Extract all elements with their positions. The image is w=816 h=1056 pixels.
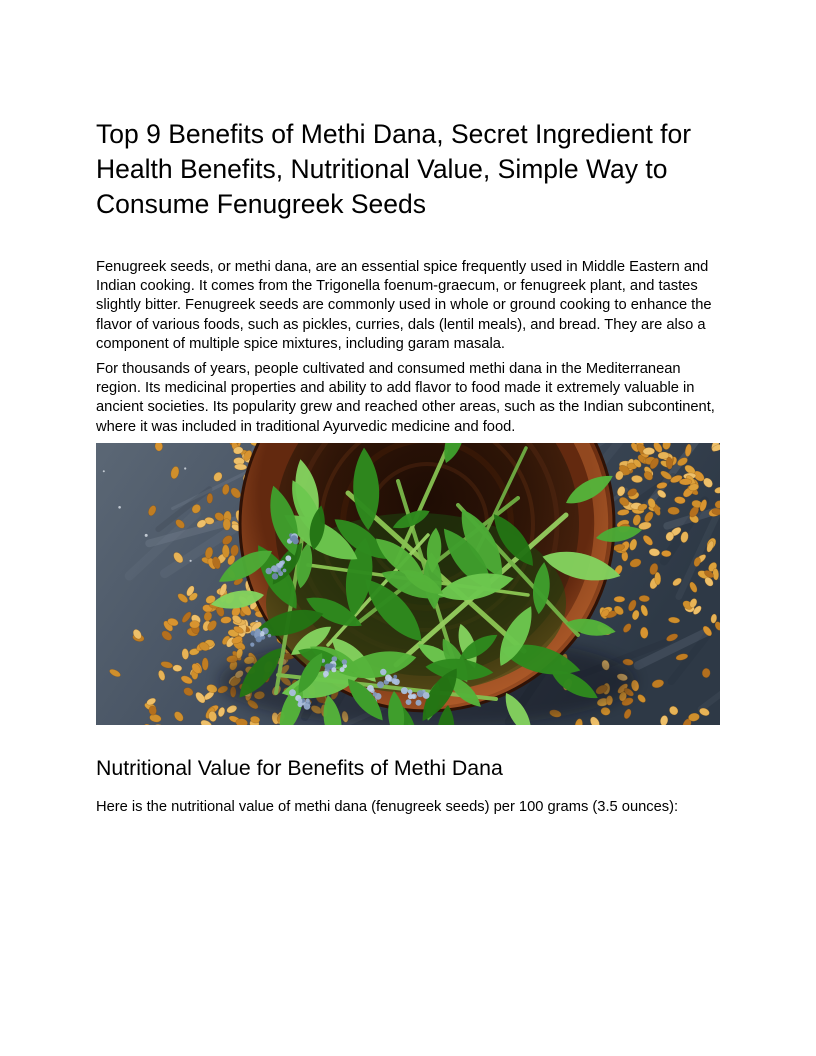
article-title: Top 9 Benefits of Methi Dana, Secret Ingredient for Health Benefits, Nutritional Value, Simple Way to Consume Fenugreek Seeds xyxy=(96,119,692,219)
intro-paragraph-2: For thousands of years, people cultivated and consumed methi dana in the Mediterranean region. Its medicinal properties and ability to add flavor to food made it extremely valuable in ancient societies. Its popularity grew and reached other areas, such as the Indian subcontinent, where it was included in traditional Ayurvedic medicine and food. xyxy=(96,361,715,435)
section-heading: Nutritional Value for Benefits of Methi Dana xyxy=(96,755,503,780)
fenugreek-bowl-photo xyxy=(96,443,720,725)
intro-paragraph-1: Fenugreek seeds, or methi dana, are an essential spice frequently used in Middle Eastern and Indian cooking. It comes from the Trigonella foenum-graecum, or fenugreek plant, and tastes slightly bitter. Fenugreek seeds are commonly used in whole or ground cooking to enhance the flavor of various foods, such as pickles, curries, dals (lentil meals), and bread. They are also a component of multiple spice mixtures, including garam masala. xyxy=(96,259,712,352)
section-intro-paragraph: Here is the nutritional value of methi dana (fenugreek seeds) per 100 grams (3.5 ounces): xyxy=(96,798,679,815)
